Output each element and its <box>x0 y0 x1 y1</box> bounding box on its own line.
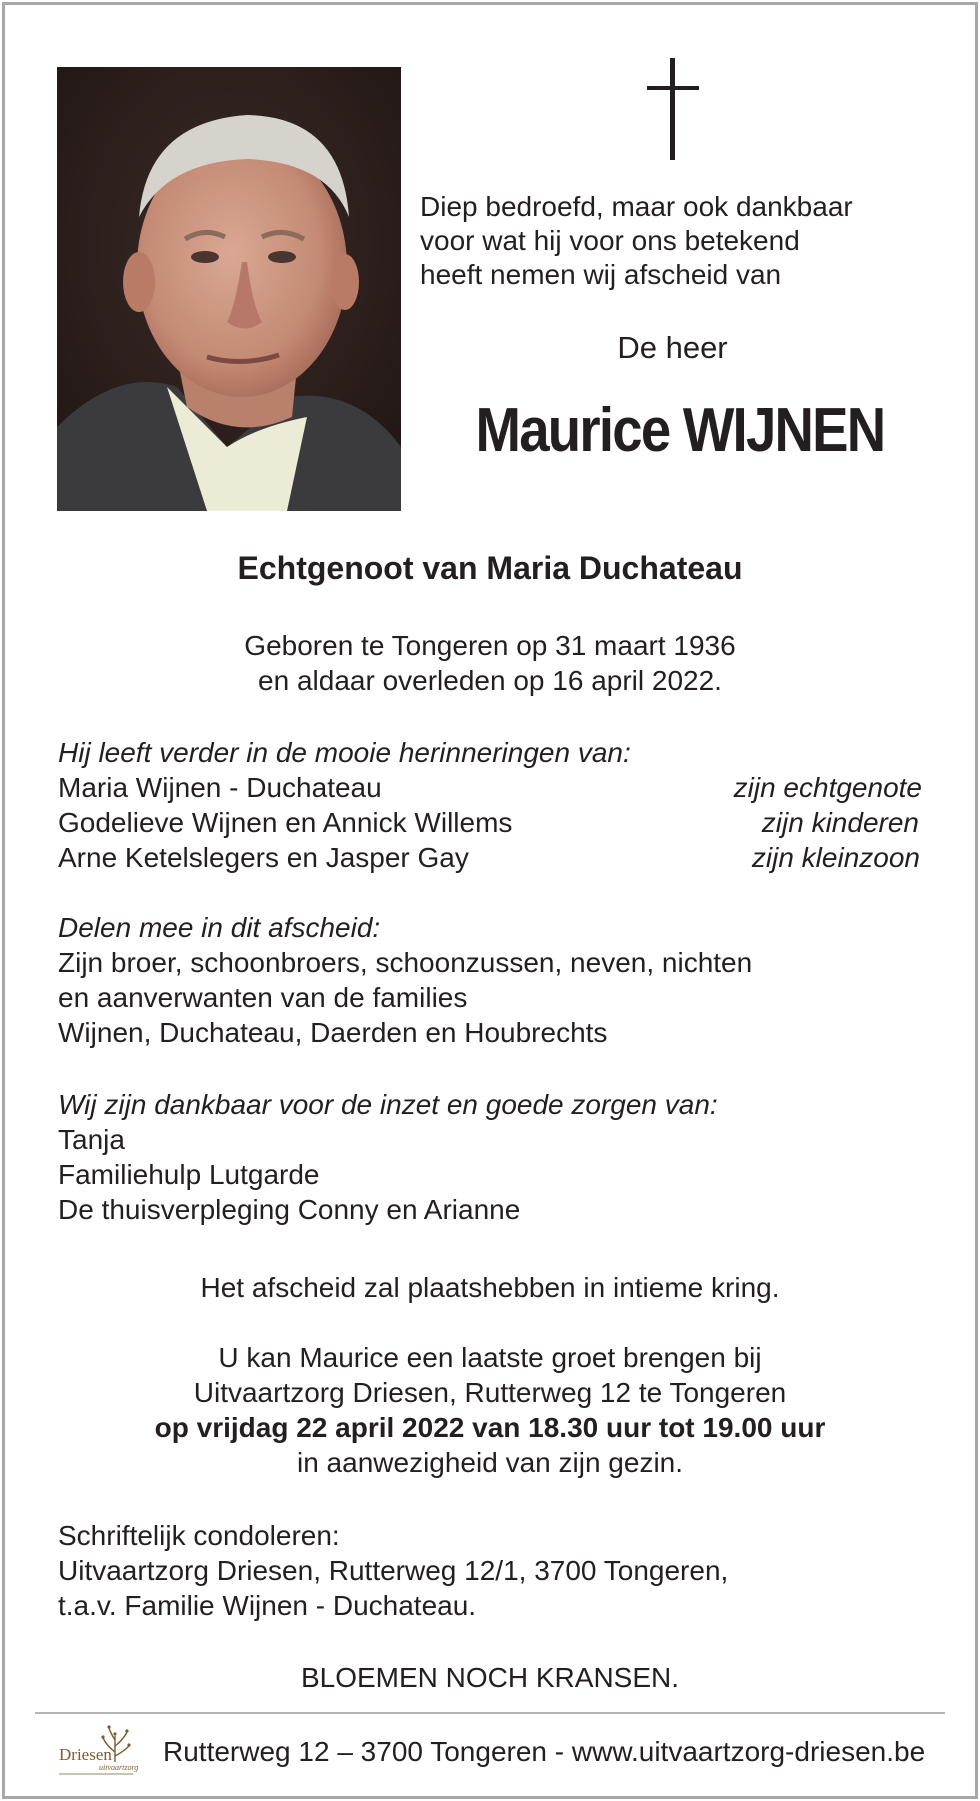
condolence-attention: t.a.v. Familie Wijnen - Duchateau. <box>58 1590 477 1621</box>
cross-icon <box>647 58 699 160</box>
svg-text:uitvaartzorg: uitvaartzorg <box>99 1763 139 1772</box>
private-ceremony: Het afscheid zal plaatshebben in intieme kring. <box>200 1272 780 1303</box>
svg-text:Driesen: Driesen <box>59 1745 112 1764</box>
spouse-line: Echtgenoot van Maria Duchateau <box>237 550 743 586</box>
relation: zijn kleinzoon <box>751 842 920 873</box>
share-line: Zijn broer, schoonbroers, schoonzussen, neven, nichten <box>58 947 753 978</box>
tree-logo-icon <box>57 1722 145 1778</box>
condolence-section <box>58 1518 728 1623</box>
thanks-section <box>58 1087 718 1227</box>
birth-line: Geboren te Tongeren op 31 maart 1936 <box>244 630 736 661</box>
share-line: en aanverwanten van de families <box>58 982 468 1013</box>
share-section <box>58 910 752 1050</box>
portrait-photo <box>57 67 401 511</box>
visitation-date: op vrijdag 22 april 2022 van 18.30 uur tot 19.00 uur <box>154 1412 826 1443</box>
thanks-line: De thuisverpleging Conny en Arianne <box>58 1194 521 1225</box>
relative-name: Maria Wijnen - Duchateau <box>58 772 382 803</box>
intro-text <box>420 190 853 292</box>
driesen-logo <box>57 1722 145 1778</box>
footer-divider <box>35 1712 945 1714</box>
visitation-line: U kan Maurice een laatste groet brengen bij <box>218 1342 762 1373</box>
death-line: en aldaar overleden op 16 april 2022. <box>258 665 722 696</box>
condolence-heading: Schriftelijk condoleren: <box>58 1520 340 1551</box>
intro-line: Diep bedroefd, maar ook dankbaar <box>420 191 853 222</box>
footer-address: Rutterweg 12 – 3700 Tongeren - www.uitvaartzorg-driesen.be <box>163 1736 926 1767</box>
list-item <box>58 770 922 805</box>
intro-line: heeft nemen wij afscheid van <box>420 259 782 290</box>
memories-heading: Hij leeft verder in de mooie herinneringen van: <box>58 737 631 768</box>
visitation-line: in aanwezigheid van zijn gezin. <box>296 1447 684 1478</box>
birth-death-info <box>0 628 980 698</box>
relative-name: Arne Ketelslegers en Jasper Gay <box>58 842 469 873</box>
thanks-heading: Wij zijn dankbaar voor de inzet en goede zorgen van: <box>58 1089 718 1120</box>
relation: zijn kinderen <box>761 807 919 838</box>
relation: zijn echtgenote <box>733 772 922 803</box>
thanks-line: Tanja <box>58 1124 125 1155</box>
deceased-name: Maurice WIJNEN <box>475 396 885 465</box>
memories-section <box>58 735 922 875</box>
condolence-address: Uitvaartzorg Driesen, Rutterweg 12/1, 3700 Tongeren, <box>58 1555 729 1586</box>
visitation-info <box>0 1340 980 1480</box>
no-flowers-notice: BLOEMEN NOCH KRANSEN. <box>300 1662 680 1693</box>
title-prefix: De heer <box>617 330 728 365</box>
portrait-illustration <box>57 67 401 511</box>
share-line: Wijnen, Duchateau, Daerden en Houbrechts <box>58 1017 608 1048</box>
share-heading: Delen mee in dit afscheid: <box>58 912 381 943</box>
relative-name: Godelieve Wijnen en Annick Willems <box>58 807 513 838</box>
list-item <box>58 805 922 840</box>
intro-line: voor wat hij voor ons betekend <box>420 225 800 256</box>
list-item <box>58 840 922 875</box>
thanks-line: Familiehulp Lutgarde <box>58 1159 320 1190</box>
visitation-line: Uitvaartzorg Driesen, Rutterweg 12 te Tongeren <box>193 1377 787 1408</box>
